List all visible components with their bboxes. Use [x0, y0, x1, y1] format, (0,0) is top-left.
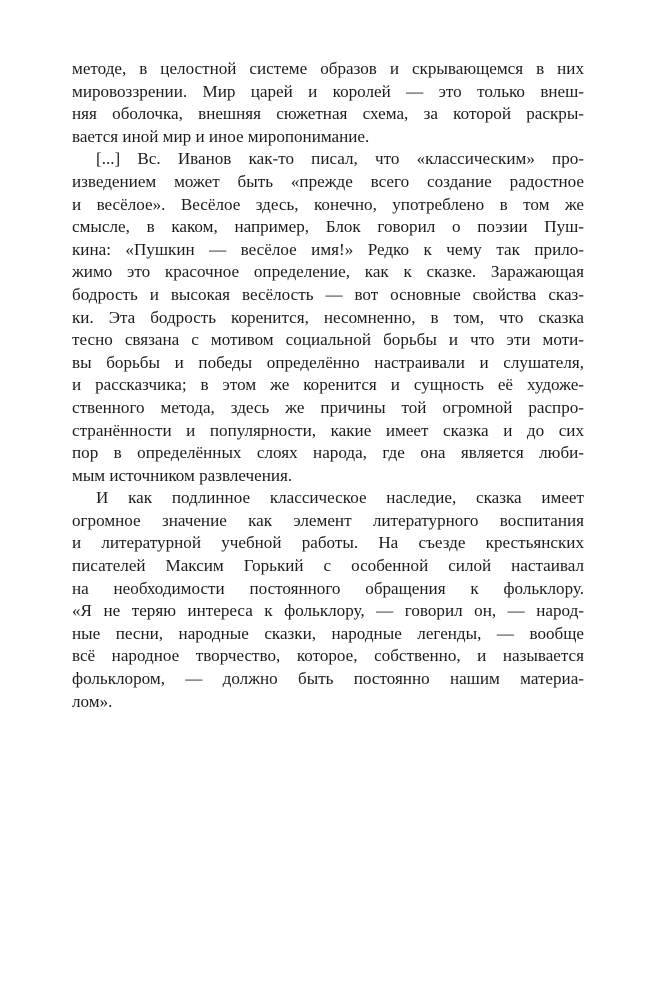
text-line: всё народное творчество, которое, собственно, и называется — [72, 646, 584, 666]
text-line: бодрость и высокая весёлость — вот основные свойства сказ- — [72, 284, 584, 304]
text-line: на необходимости постоянного обращения к фольклору. — [72, 578, 584, 598]
text-line: ки. Эта бодрость коренится, несомненно, в том, что сказка — [72, 307, 584, 327]
text-line: странённости и популярности, какие имеет сказка и до сих — [72, 420, 584, 440]
text-line: смысле, в каком, например, Блок говорил о поэзии Пуш- — [72, 217, 584, 237]
text-line: лом». — [72, 691, 113, 711]
text-line: тесно связана с мотивом социальной борьбы и что эти моти- — [72, 330, 584, 350]
text-line: мым источником развлечения. — [72, 465, 293, 485]
text-line: и литературной учебной работы. На съезде крестьянских — [72, 533, 584, 553]
text-line: жимо это красочное определение, как к сказке. Заражающая — [72, 262, 584, 282]
text-line: и рассказчика; в этом же коренится и сущность её художе- — [72, 375, 584, 395]
text-line: мировоззрении. Мир царей и королей — это только внеш- — [72, 81, 584, 101]
text-line: кина: «Пушкин — весёлое имя!» Редко к чему так прило- — [72, 239, 584, 259]
paragraph-3 — [72, 487, 584, 713]
paragraph-1 — [72, 58, 584, 148]
text-line: фольклором, — должно быть постоянно нашим материа- — [72, 669, 584, 689]
text-line: «Я не теряю интереса к фольклору, — говорил он, — народ- — [72, 601, 584, 621]
text-line: огромное значение как элемент литературного воспитания — [72, 510, 584, 530]
text-line: вается иной мир и иное миропонимание. — [72, 126, 370, 146]
paragraph-2 — [72, 148, 584, 487]
text-line: ные песни, народные сказки, народные легенды, — вообще — [72, 623, 584, 643]
body-text — [72, 58, 584, 713]
text-line: пор в определённых слоях народа, где она является люби- — [72, 443, 584, 463]
text-line: вы борьбы и победы определённо настраивали и слушателя, — [72, 352, 584, 372]
text-line: И как подлинное классическое наследие, сказка имеет — [96, 488, 584, 508]
text-line: ственного метода, здесь же причины той огромной распро- — [72, 397, 584, 417]
text-line: изведением может быть «прежде всего создание радостное — [72, 171, 584, 191]
text-line: методе, в целостной системе образов и скрывающемся в них — [72, 59, 584, 78]
text-line: [...] Вс. Иванов как-то писал, что «классическим» про- — [96, 149, 584, 169]
text-line: няя оболочка, внешняя сюжетная схема, за которой раскры- — [72, 104, 584, 124]
text-line: и весёлое». Весёлое здесь, конечно, употреблено в том же — [72, 194, 584, 214]
text-line: писателей Максим Горький с особенной силой настаивал — [72, 556, 584, 576]
